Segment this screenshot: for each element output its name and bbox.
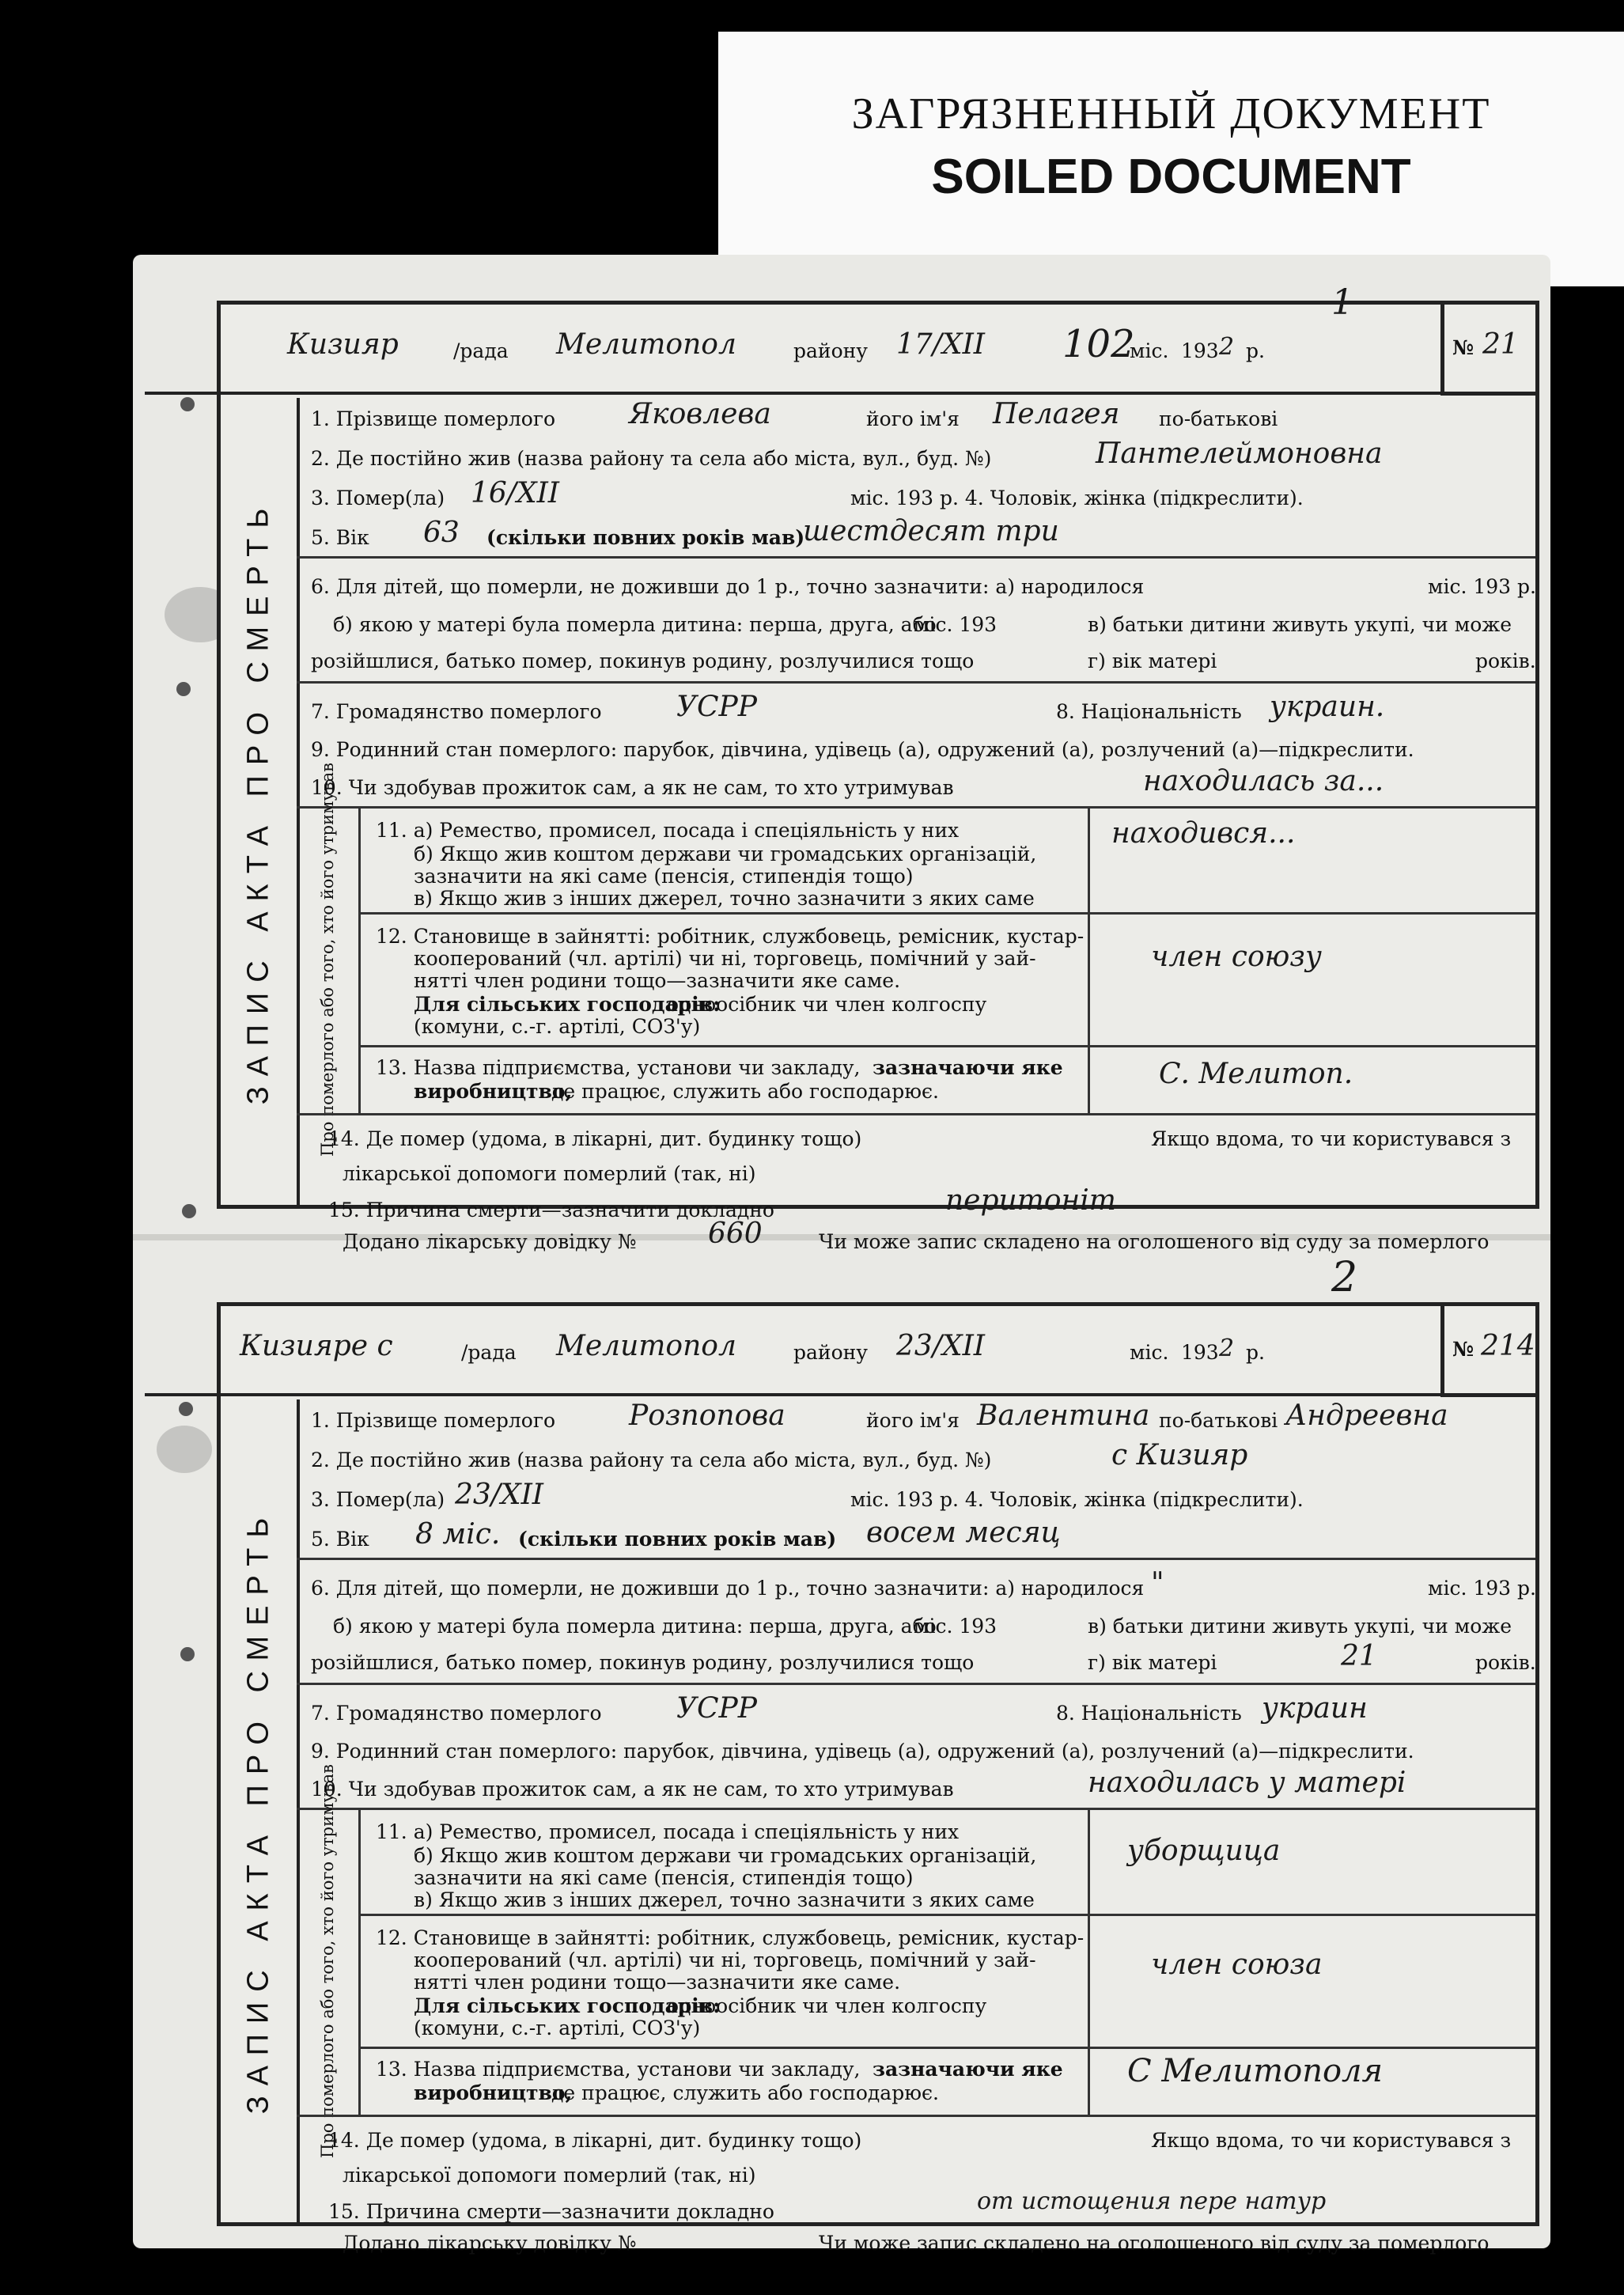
field-5-label: 5. Вік	[311, 1528, 369, 1551]
field-6a-label: 6. Для дітей, що померли, не доживши до 1 р., точно зазначити: а) народилося	[311, 575, 1145, 598]
divider	[297, 1558, 1535, 1560]
field-16-end: Чи може запис складено на оголошеного від суду за померлого	[819, 1230, 1490, 1253]
first-name-value: Пелагея	[993, 398, 1120, 430]
year-suffix: 2	[1219, 1335, 1235, 1362]
field-12b-label: кооперований (чл. артілі) чи ні, торговець, помічний у зай-	[414, 1948, 1036, 1971]
field-6b-end: в) батьки дитини живуть укупі, чи може	[1088, 1615, 1512, 1638]
date-value: 23/ХІІ	[896, 1330, 986, 1362]
rada-label: /рада	[453, 339, 509, 362]
field-2-label: 2. Де постійно жив (назва району та села або міста, вул., буд. №)	[311, 1449, 992, 1471]
field-13b-rest: де працює, служить або господарює.	[551, 1080, 939, 1103]
field-6b-mid: міс. 193	[914, 613, 997, 636]
side-title-column	[221, 1399, 300, 2222]
district-value: Мелитопол	[556, 328, 736, 361]
divider	[297, 1683, 1535, 1685]
field-8-label: 8. Національність	[1056, 700, 1242, 723]
village-value: Кизияр	[287, 328, 399, 361]
field-3-label: 3. Помер(ла)	[311, 1488, 445, 1511]
patronymic-value: Пантелеймоновна	[1096, 437, 1383, 470]
field-11b2-label: зазначити на які саме (пенсія, стипендія тощо)	[414, 865, 914, 888]
field-7-label: 7. Громадянство померлого	[311, 1702, 602, 1725]
field-14b-label: лікарської допомоги померлий (так, ні)	[343, 2164, 756, 2187]
field-6c-end: г) вік матері	[1088, 1651, 1217, 1674]
r-label: р.	[1246, 1341, 1265, 1364]
field-12a-label: 12. Становище в зайнятті: робітник, службовець, ремісник, кустар-	[376, 1926, 1085, 1949]
year-prefix: 193	[1181, 339, 1219, 362]
death-record-2	[217, 1254, 1539, 2255]
occupation-side-title: Про померлого або того, хто його утримував	[318, 1764, 337, 2158]
first-name-label: його ім'я	[866, 1409, 960, 1432]
age-value: 63	[423, 517, 460, 549]
divider	[358, 912, 1535, 915]
field-3-rest: міс. 193 р. 4. Чоловік, жінка (підкреслити).	[850, 1488, 1304, 1511]
field-16-label: Додано лікарську довідку №	[343, 1230, 637, 1253]
r-label: р.	[1246, 339, 1265, 362]
registration-number: 102	[1062, 322, 1135, 366]
cause-value: перитоніт	[945, 1184, 1116, 1217]
field-5-rest: (скільки повних років мав)	[518, 1528, 837, 1551]
field-6c-roku: років.	[1475, 1651, 1536, 1674]
field-6a-end: міс. 193 р.	[1428, 575, 1536, 598]
divider	[297, 1113, 1535, 1115]
field-6c-label: розійшлися, батько помер, покинув родину, розлучилися тощо	[311, 1651, 975, 1674]
field-11a-label: 11. а) Ремество, промисел, посада і спеціяльність у них	[376, 819, 960, 842]
supported-by-value: находилась за...	[1143, 765, 1384, 797]
field-15-label: 15. Причина смерти—зазначити докладно	[328, 2200, 774, 2223]
field-6b-end: в) батьки дитини живуть укупі, чи може	[1088, 613, 1512, 636]
value-column-divider	[1088, 1808, 1090, 2115]
district-value: Мелитопол	[556, 1330, 736, 1362]
corner-number: 1	[1331, 282, 1353, 323]
village-value: Кизияре с	[240, 1330, 393, 1362]
field-13a-label: 13. Назва підприємства, установи чи закладу,	[376, 2058, 861, 2081]
record-number: 214	[1481, 1330, 1535, 1362]
surname-value: Яковлева	[629, 398, 771, 430]
field-12d-rest: одноосібник чи член колгоспу	[667, 1994, 987, 2017]
divider	[358, 1914, 1535, 1916]
field-13b-label: виробництво,	[414, 2081, 573, 2104]
status-value: член союзу	[1151, 941, 1322, 973]
rayonu-label: району	[793, 339, 868, 362]
stain	[157, 1426, 212, 1473]
field-14-end: Якщо вдома, то чи користувався з	[1151, 2129, 1512, 2152]
field-6c-end: г) вік матері	[1088, 649, 1217, 672]
occupation-value: находився...	[1111, 817, 1296, 850]
mis-label: міс.	[1130, 1341, 1169, 1364]
field-7-label: 7. Громадянство померлого	[311, 700, 602, 723]
field-12e-label: (комуни, с.-г. артілі, СОЗ'у)	[414, 2017, 701, 2039]
nationality-value: украин.	[1270, 691, 1385, 723]
divider	[297, 2115, 1535, 2117]
field-6c-roku: років.	[1475, 649, 1536, 672]
born-value: "	[1151, 1567, 1164, 1600]
field-13a-bold: зазначаючи яке	[873, 1056, 1063, 1079]
death-record-1	[217, 282, 1539, 1253]
field-13b-rest: де працює, служить або господарює.	[551, 2081, 939, 2104]
occupation-side-column	[297, 763, 361, 1157]
field-12c-label: нятті член родини тощо—зазначити яке саме.	[414, 969, 901, 992]
field-13b-label: виробництво,	[414, 1080, 573, 1103]
field-12d-rest: одноосібник чи член колгоспу	[667, 993, 987, 1016]
mis-label: міс.	[1130, 339, 1169, 362]
record-number: 21	[1482, 328, 1519, 361]
field-16-label: Додано лікарську довідку №	[343, 2232, 637, 2255]
field-3-label: 3. Помер(ла)	[311, 487, 445, 509]
field-12b-label: кооперований (чл. артілі) чи ні, торговець, помічний у зай-	[414, 947, 1036, 970]
divider	[358, 1045, 1535, 1047]
field-11c-label: в) Якщо жив з інших джерел, точно зазначити з яких саме	[414, 1888, 1035, 1911]
field-12a-label: 12. Становище в зайнятті: робітник, службовець, ремісник, кустар-	[376, 925, 1085, 948]
field-3-rest: міс. 193 р. 4. Чоловік, жінка (підкреслити).	[850, 487, 1304, 509]
number-prefix: №	[1452, 336, 1474, 359]
field-13a-label: 13. Назва підприємства, установи чи закладу,	[376, 1056, 861, 1079]
field-1-label: 1. Прізвище померлого	[311, 407, 555, 430]
workplace-value: С. Мелитоп.	[1159, 1058, 1353, 1090]
death-date-value: 16/ХІІ	[471, 477, 560, 509]
divider	[297, 556, 1535, 559]
corner-number: 2	[1331, 1254, 1358, 1301]
status-value: член союза	[1151, 1948, 1323, 1981]
surname-value: Розпопова	[629, 1399, 786, 1432]
year-suffix: 2	[1219, 333, 1235, 361]
death-date-value: 23/ХІІ	[455, 1479, 544, 1511]
supported-by-value: находилась у матері	[1088, 1767, 1406, 1799]
soiled-document-stamp	[718, 32, 1624, 286]
field-11b-label: б) Якщо жив коштом держави чи громадських організацій,	[414, 843, 1037, 865]
divider	[358, 2047, 1535, 2049]
field-9-label: 9. Родинний стан померлого: парубок, дівчина, удівець (а), одружений (а), розлучений (а)—підкреслити.	[311, 738, 1414, 761]
date-value: 17/ХІІ	[896, 328, 986, 361]
field-11b-label: б) Якщо жив коштом держави чи громадських організацій,	[414, 1844, 1037, 1867]
field-10-label: 10. Чи здобував прожиток сам, а як не сам, то хто утримував	[311, 776, 954, 799]
age-words-value: шестдесят три	[803, 515, 1059, 547]
patronymic-value: Андреевна	[1285, 1399, 1448, 1432]
field-16-end: Чи може запис складено на оголошеного від суду за померлого	[819, 2232, 1490, 2255]
field-14-end: Якщо вдома, то чи користувався з	[1151, 1127, 1512, 1150]
field-11a-label: 11. а) Ремество, промисел, посада і спеціяльність у них	[376, 1820, 960, 1843]
field-6b-label: б) якою у матері була померла дитина: перша, друга, або	[333, 613, 937, 636]
field-12e-label: (комуни, с.-г. артілі, СОЗ'у)	[414, 1015, 701, 1038]
residence-value: с Кизияр	[1111, 1439, 1248, 1471]
field-12d-label: Для сільських господарів:	[414, 1994, 721, 2017]
year-prefix: 193	[1181, 1341, 1219, 1364]
nationality-value: украин	[1262, 1692, 1368, 1725]
field-11b2-label: зазначити на які саме (пенсія, стипендія тощо)	[414, 1866, 914, 1889]
field-2-label: 2. Де постійно жив (назва району та села або міста, вул., буд. №)	[311, 447, 992, 470]
punch-hole	[180, 397, 195, 411]
field-14-label: 14. Де помер (удома, в лікарні, дит. будинку тощо)	[328, 1127, 862, 1150]
side-title: ЗАПИС АКТА ПРО СМЕРТЬ	[241, 1507, 275, 2115]
field-6b-mid: міс. 193	[914, 1615, 997, 1638]
stamp-text-russian: ЗАГРЯЗНЕННЫЙ ДОКУМЕНТ	[851, 89, 1491, 138]
age-value: 8 міс.	[415, 1518, 501, 1551]
first-name-label: його ім'я	[866, 407, 960, 430]
field-12d-label: Для сільських господарів:	[414, 993, 721, 1016]
stamp-text-english: SOILED DOCUMENT	[931, 150, 1411, 204]
punch-hole	[182, 1204, 196, 1218]
field-5-rest: (скільки повних років мав)	[486, 526, 805, 549]
occupation-side-column	[297, 1764, 361, 2158]
rayonu-label: району	[793, 1341, 868, 1364]
field-8-label: 8. Національність	[1056, 1702, 1242, 1725]
record-fields	[297, 1306, 1536, 2255]
field-10-label: 10. Чи здобував прожиток сам, а як не сам, то хто утримував	[311, 1778, 954, 1801]
field-14-label: 14. Де помер (удома, в лікарні, дит. будинку тощо)	[328, 2129, 862, 2152]
field-11c-label: в) Якщо жив з інших джерел, точно зазначити з яких саме	[414, 887, 1035, 910]
field-13a-bold: зазначаючи яке	[873, 2058, 1063, 2081]
field-1-label: 1. Прізвище померлого	[311, 1409, 555, 1432]
value-column-divider	[1088, 806, 1090, 1113]
workplace-value: С Мелитополя	[1127, 2053, 1383, 2089]
certificate-value: 660	[708, 1218, 763, 1250]
age-words-value: восем месяц	[866, 1517, 1061, 1549]
citizenship-value: УСРР	[676, 691, 758, 723]
field-6a-label: 6. Для дітей, що померли, не доживши до 1 р., точно зазначити: а) народилося	[311, 1577, 1145, 1600]
punch-hole	[179, 1402, 193, 1416]
cause-value: от истощения пере натур	[977, 2187, 1327, 2215]
rada-label: /рада	[461, 1341, 517, 1364]
divider	[297, 681, 1535, 684]
field-6c-label: розійшлися, батько помер, покинув родину, розлучилися тощо	[311, 649, 975, 672]
field-6a-end: міс. 193 р.	[1428, 1577, 1536, 1600]
mother-age-value: 21	[1341, 1640, 1377, 1672]
punch-hole	[176, 682, 191, 696]
record-fields	[297, 305, 1536, 1253]
field-15-label: 15. Причина смерти—зазначити докладно	[328, 1199, 774, 1221]
punch-hole	[180, 1647, 195, 1661]
patronymic-label: по-батькові	[1159, 407, 1278, 430]
field-6b-label: б) якою у матері була померла дитина: перша, друга, або	[333, 1615, 937, 1638]
field-5-label: 5. Вік	[311, 526, 369, 549]
side-title: ЗАПИС АКТА ПРО СМЕРТЬ	[241, 498, 275, 1105]
field-14b-label: лікарської допомоги померлий (так, ні)	[343, 1162, 756, 1185]
number-prefix: №	[1452, 1338, 1474, 1361]
occupation-side-title: Про померлого або того, хто його утримував	[318, 763, 337, 1157]
citizenship-value: УСРР	[676, 1692, 758, 1725]
field-12c-label: нятті член родини тощо—зазначити яке саме.	[414, 1971, 901, 1994]
document-page	[133, 255, 1550, 2255]
occupation-value: уборщица	[1127, 1835, 1281, 1867]
side-title-column	[221, 398, 300, 1205]
field-9-label: 9. Родинний стан померлого: парубок, дівчина, удівець (а), одружений (а), розлучений (а)—підкреслити.	[311, 1740, 1414, 1763]
first-name-value: Валентина	[977, 1399, 1150, 1432]
patronymic-label: по-батькові	[1159, 1409, 1278, 1432]
